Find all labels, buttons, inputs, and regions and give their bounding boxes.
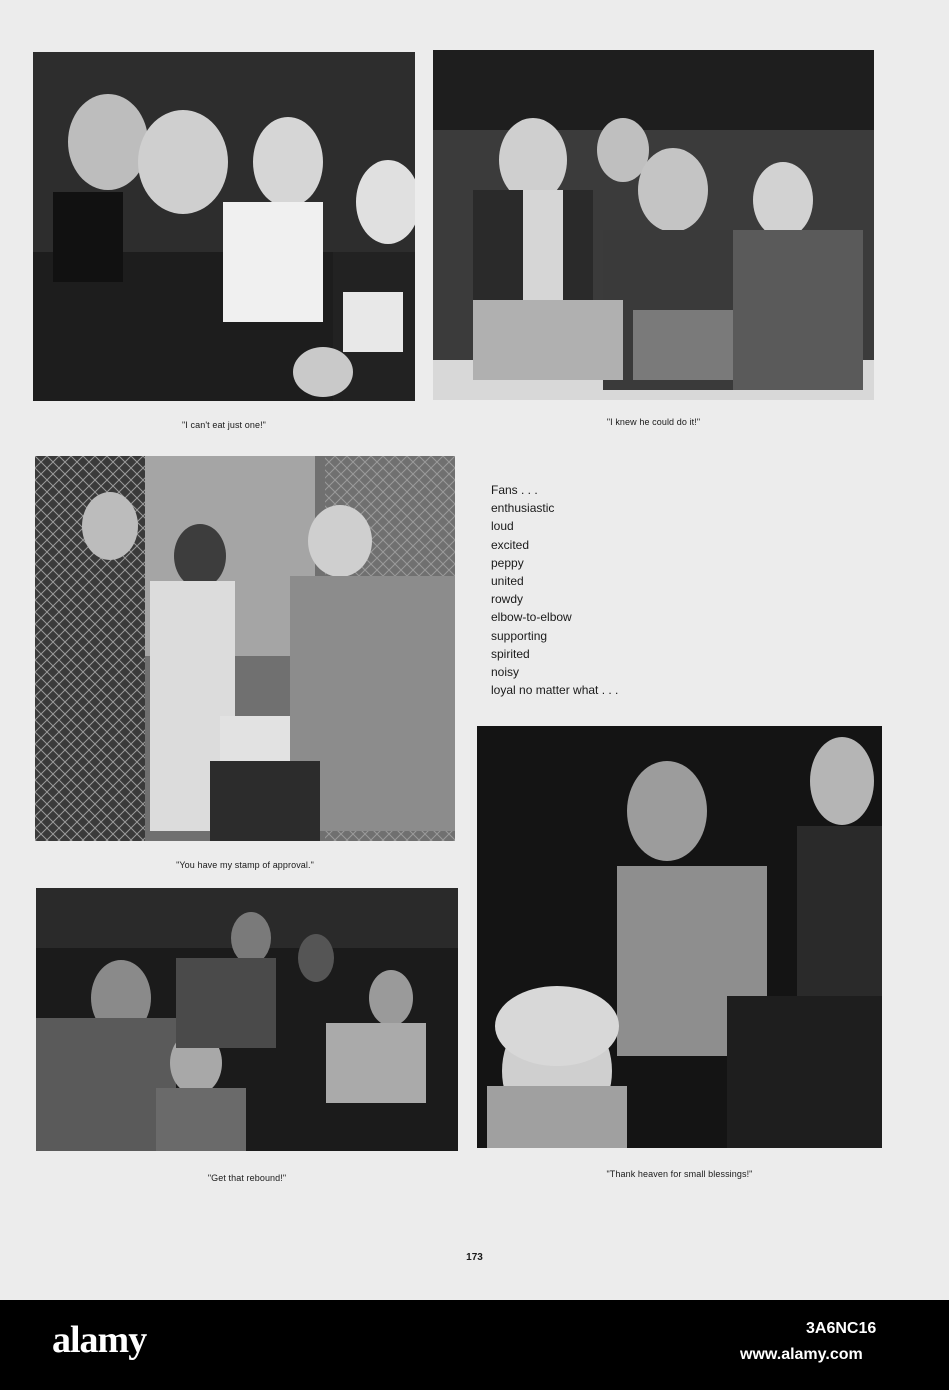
fans-line: spirited: [491, 646, 530, 661]
fans-line: excited: [491, 537, 530, 552]
watermark-logo: alamy: [52, 1319, 147, 1361]
fans-line: noisy: [491, 664, 520, 679]
photo-gate-tickets: [35, 456, 455, 841]
watermark-image-id: 3A6NC16: [806, 1320, 877, 1337]
page-number: 173: [466, 1252, 483, 1263]
caption-photo-5: "Thank heaven for small blessings!": [606, 1169, 753, 1179]
fans-line: united: [491, 573, 524, 588]
caption-photo-3: "You have my stamp of approval.": [176, 860, 314, 870]
fans-description-list: [491, 481, 618, 699]
watermark-url: www.alamy.com: [740, 1346, 863, 1363]
fans-line: loud: [491, 519, 514, 534]
fans-line: peppy: [491, 555, 524, 570]
caption-photo-4: "Get that rebound!": [207, 1173, 287, 1183]
caption-photo-2: "I knew he could do it!": [606, 417, 701, 427]
fans-line: loyal no matter what . . .: [491, 683, 619, 698]
fans-line: elbow-to-elbow: [491, 610, 572, 625]
photo-students-bleachers: [33, 52, 415, 401]
fans-line: rowdy: [491, 592, 524, 607]
fans-line: Fans . . .: [491, 483, 538, 497]
photo-gym-crowd: [36, 888, 458, 1151]
fans-line: supporting: [491, 628, 548, 643]
photo-adults-stands: [433, 50, 874, 400]
caption-photo-1: "I can't eat just one!": [182, 420, 266, 430]
photo-night-spectators: [477, 726, 882, 1148]
fans-line: enthusiastic: [491, 501, 555, 516]
